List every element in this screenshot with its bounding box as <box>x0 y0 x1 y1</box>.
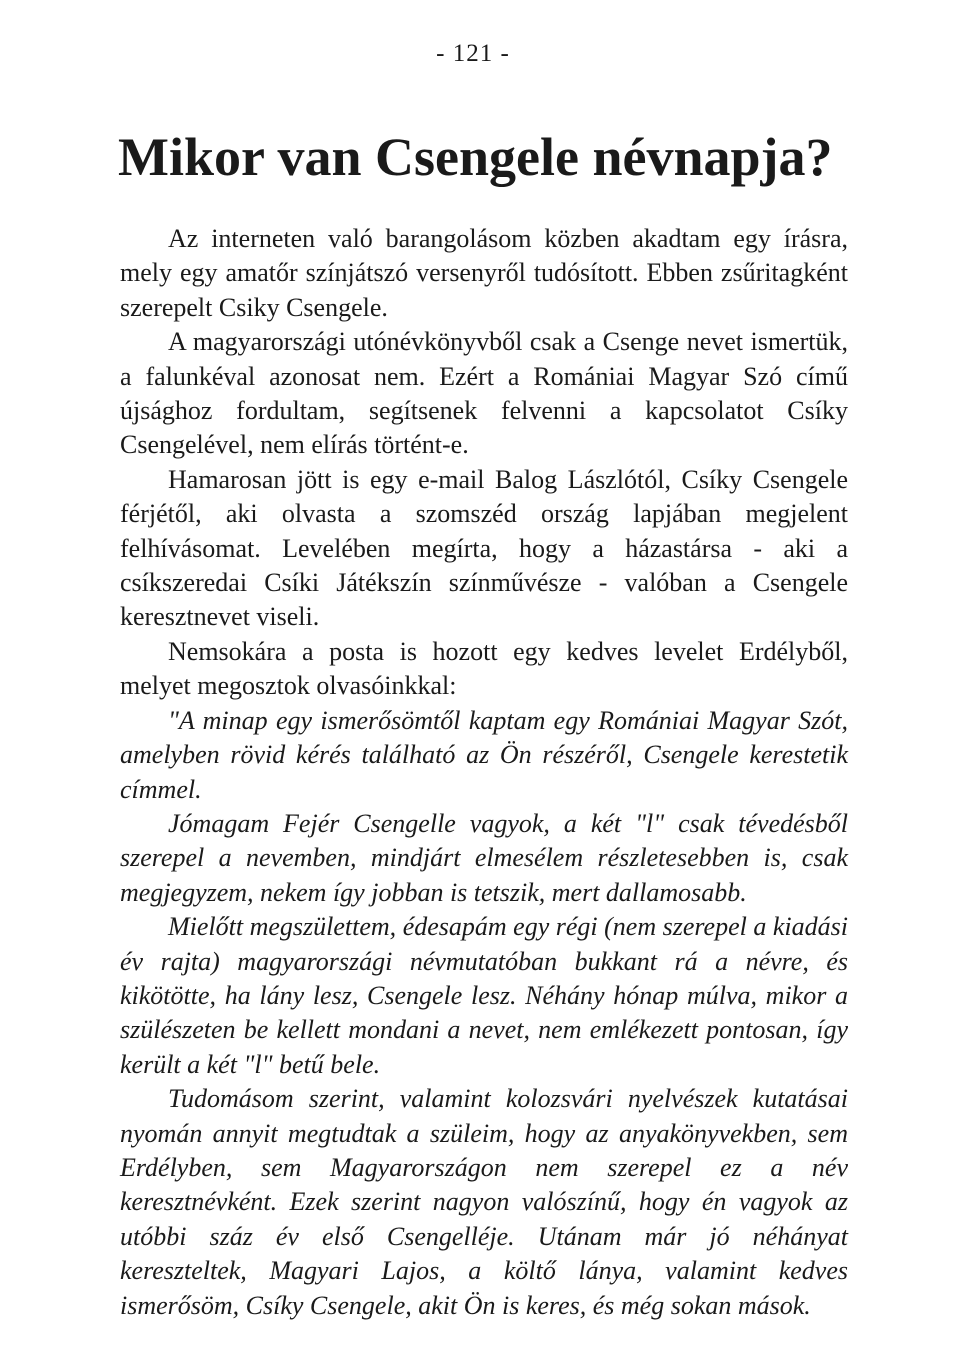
paragraph: Az interneten való barangolásom közben akadtam egy írásra, mely egy amatőr színjátszó versenyről tudósított. Ebben zsűritagként szerepelt Csiky Csengele. <box>120 224 848 322</box>
quoted-letter-paragraph: Mielőtt megszülettem, édesapám egy régi (nem szerepel a kiadási év rajta) magyarországi névmutatóban bukkant rá a névre, és kikötötte, ha lány lesz, Csengele lesz. Néhány hónap múlva, mikor a szülészeten be kellett mondani a nevet, nem emlékezett pontosan, így került a két "l" betű bele. <box>120 912 848 1079</box>
paragraph: Nemsokára a posta is hozott egy kedves levelet Erdélyből, melyet megosztok olvasóinkkal: <box>120 636 848 701</box>
paragraph: A magyarországi utónévkönyvből csak a Csenge nevet ismertük, a falunkéval azonosat nem. Ezért a Romániai Magyar Szó című újsághoz fordultam, segítsenek felvenni a kapcsolatot Csíky Csengelével, nem elírás történt-e. <box>120 327 848 460</box>
quoted-letter-paragraph: Jómagam Fejér Csengelle vagyok, a két "l" csak tévedésből szerepel a nevemben, mindjárt elmesélem részletesebben is, csak megjegyzem, nekem így jobban is tetszik, mert dallamosabb. <box>120 808 848 907</box>
paragraph: Hamarosan jött is egy e-mail Balog Lászlótól, Csíky Csengele férjétől, aki olvasta a szomszéd ország lapjában megjelent felhívásomat. Levelében megírta, hogy a házastársa - aki a csíkszeredai Csíki Játékszín színművésze - valóban a Csengele keresztnevet viseli. <box>120 464 848 632</box>
quoted-letter-paragraph: "A minap egy ismerősömtől kaptam egy Romániai Magyar Szót, amelyben rövid kérés található az Ön részéről, Csengele kerestetik címmel. <box>120 705 848 804</box>
page-title: Mikor van Csengele névnapja? <box>118 127 833 187</box>
page-number: - 121 - <box>436 40 510 67</box>
article-body <box>120 222 848 1323</box>
quoted-letter-paragraph: Tudomásom szerint, valamint kolozsvári nyelvészek kutatásai nyomán annyit megtudtak a szüleim, hogy az anyakönyvekben, sem Erdélyben, sem Magyarországon nem szerepel ez a név keresztnévként. Ezek szerint nagyon valószínű, hogy én vagyok az utóbbi száz év első Csengelléje. Utánam már jó néhányat kereszteltek, Magyari Lajos, a költő lánya, valamint kedves ismerősöm, Csíky Csengele, akit Ön is keres, és még sokan mások. <box>120 1084 848 1320</box>
